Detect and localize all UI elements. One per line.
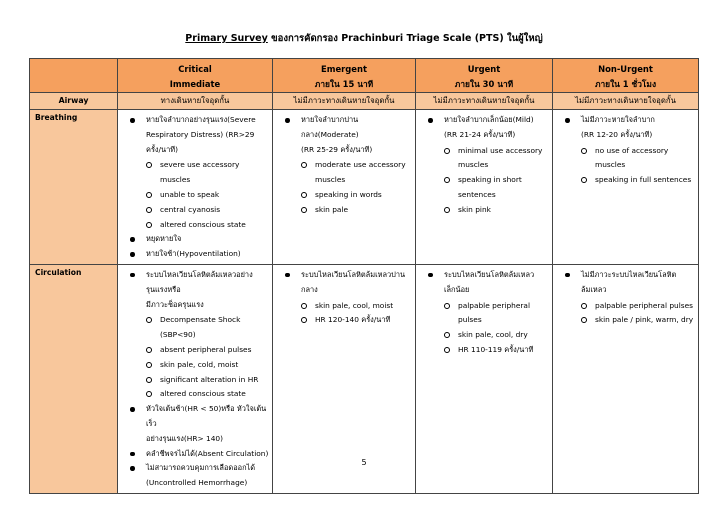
list-item: Decompensate Shock (SBP<90): [124, 313, 270, 343]
list-item: moderate use accessory: [279, 158, 413, 173]
list-item: หัวใจเต้นช้า(HR < 50)หรือ หัวใจเต้นเร็ว: [124, 402, 270, 432]
airway-label: Airway: [30, 93, 118, 110]
list-item: (Uncontrolled Hemorrhage): [146, 478, 248, 488]
list-item: skin pink: [422, 203, 550, 218]
document-title: [0, 31, 728, 46]
list-item: กลาง: [301, 284, 318, 294]
list-item: no use of accessory: [559, 144, 696, 159]
list-item: หายใจลำบากอย่างรุนแรง(Severe: [124, 113, 270, 128]
list-item: speaking in short: [422, 173, 550, 188]
breathing-label: Breathing: [30, 110, 118, 265]
list-item: palpable peripheral: [422, 299, 550, 314]
list-item: ไม่สามารถควบคุมการเลือดออกได้: [124, 461, 270, 476]
header-non-urgent: Non-Urgent ภายใน 1 ชั่วโมง: [553, 59, 699, 93]
breathing-row: [30, 110, 699, 265]
list-item: อย่างรุนแรง(HR> 140): [146, 433, 223, 443]
title-rest: ของการคัดกรอง Prachinburi Triage Scale (PTS) ในผู้ใหญ่: [267, 33, 543, 44]
list-item: significant alteration in HR: [124, 373, 270, 388]
list-item: HR 120-140 ครั้ง/นาที: [279, 313, 413, 328]
list-item: หยุดหายใจ: [124, 232, 270, 247]
list-item: ไม่มีภาวะระบบไหลเวียนโลหิต: [559, 268, 696, 283]
airway-critical: ทางเดินหายใจอุดกั้น: [118, 93, 273, 110]
list-item: skin pale, cold, moist: [124, 358, 270, 373]
airway-row: [30, 93, 699, 110]
list-item: severe use accessory muscles: [124, 158, 270, 188]
list-item: (RR 21-24 ครั้ง/นาที): [444, 129, 516, 139]
list-item: sentences: [458, 189, 496, 199]
list-item: absent peripheral pulses: [124, 343, 270, 358]
list-item: altered conscious state: [124, 218, 270, 233]
list-item: skin pale / pink, warm, dry: [559, 313, 696, 328]
list-item: muscles: [458, 160, 489, 170]
list-item: หายใจลำบากเล็กน้อย(Mild): [422, 113, 550, 128]
breathing-critical: [118, 110, 273, 265]
list-item: ไม่มีภาวะหายใจลำบาก: [559, 113, 696, 128]
airway-non-urgent: ไม่มีภาวะทางเดินหายใจอุดกั้น: [553, 93, 699, 110]
list-item: HR 110-119 ครั้ง/นาที: [422, 343, 550, 358]
header-urgent: Urgent ภายใน 30 นาที: [416, 59, 553, 93]
list-item: palpable peripheral pulses: [559, 299, 696, 314]
list-item: (RR 12-20 ครั้ง/นาที): [581, 129, 653, 139]
breathing-urgent: [416, 110, 553, 265]
list-item: ล้มเหลว: [581, 284, 607, 294]
title-main: Primary Survey: [185, 33, 268, 44]
list-item: skin pale, cool, dry: [422, 328, 550, 343]
list-item: speaking in words: [279, 188, 413, 203]
page-number: 5: [361, 458, 367, 467]
header-emergent: Emergent ภายใน 15 นาที: [273, 59, 416, 93]
list-item: หายใจช้า(Hypoventilation): [124, 247, 270, 262]
list-item: central cyanosis: [124, 203, 270, 218]
breathing-non-urgent: [553, 110, 699, 265]
list-item: ระบบไหลเวียนโลหิตล้มเหลว: [422, 268, 550, 283]
list-item: Respiratory Distress) (RR>29 ครั้ง/นาที): [146, 129, 255, 154]
list-item: unable to speak: [124, 188, 270, 203]
breathing-emergent: [273, 110, 416, 265]
list-item: skin pale, cool, moist: [279, 299, 413, 314]
list-item: เล็กน้อย: [444, 284, 470, 294]
header-critical: Critical Immediate: [118, 59, 273, 93]
list-item: หายใจลำบากปานกลาง(Moderate): [279, 113, 413, 143]
airway-urgent: ไม่มีภาวะทางเดินหายใจอุดกั้น: [416, 93, 553, 110]
list-item: muscles: [315, 175, 346, 185]
list-item: muscles: [595, 160, 626, 170]
list-item: pulses: [458, 315, 482, 325]
list-item: speaking in full sentences: [559, 173, 696, 188]
list-item: ระบบไหลเวียนโลหิตล้มเหลวปาน: [279, 268, 413, 283]
airway-emergent: ไม่มีภาวะทางเดินหายใจอุดกั้น: [273, 93, 416, 110]
header-row: [30, 59, 699, 93]
list-item: (RR 25-29 ครั้ง/นาที): [301, 144, 373, 154]
list-item: altered conscious state: [124, 387, 270, 402]
header-corner: [30, 59, 118, 93]
list-item: คลำชีพจรไม่ได้(Absent Circulation): [124, 447, 270, 462]
list-item: ระบบไหลเวียนโลหิตล้มเหลวอย่างรุนแรงหรือ: [124, 268, 270, 298]
triage-table: [29, 58, 699, 494]
list-item: minimal use accessory: [422, 144, 550, 159]
circulation-label: Circulation: [30, 264, 118, 493]
list-item: มีภาวะช็อครุนแรง: [146, 299, 204, 309]
list-item: skin pale: [279, 203, 413, 218]
